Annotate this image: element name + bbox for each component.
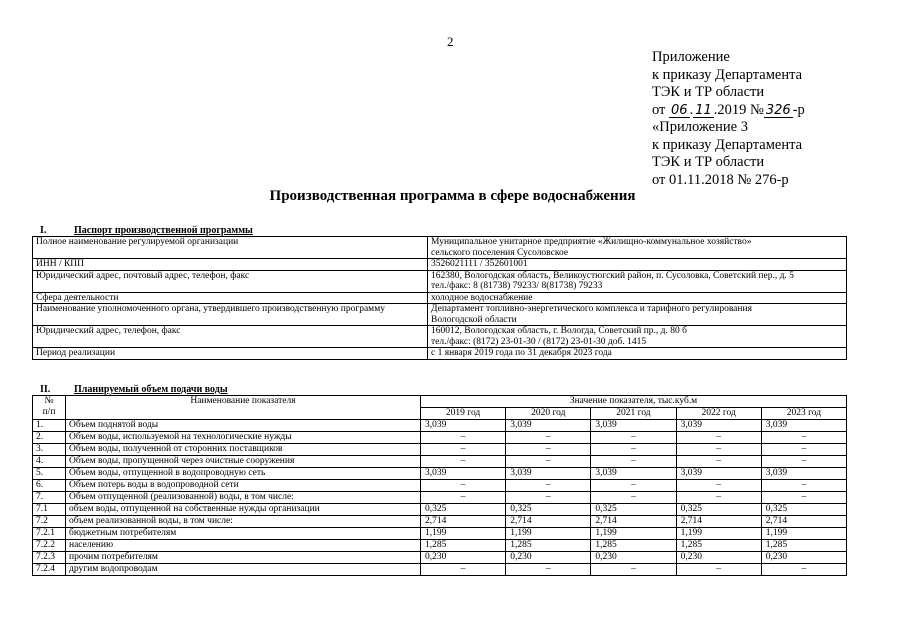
table-row	[33, 564, 847, 576]
row-number: 6.	[33, 480, 66, 492]
row-value: 0,230	[761, 552, 846, 564]
table-row	[33, 504, 847, 516]
row-value: 0,325	[761, 504, 846, 516]
passport-label: Период реализации	[33, 348, 428, 360]
appendix-suffix: -р	[792, 101, 805, 118]
row-name: Объем поднятой воды	[66, 420, 421, 432]
passport-value	[428, 259, 847, 271]
row-value: 1,285	[506, 540, 591, 552]
row-value: –	[506, 492, 591, 504]
row-number: 1.	[33, 420, 66, 432]
row-value: –	[676, 456, 761, 468]
header-year: 2019 год	[421, 408, 506, 420]
row-value: 0,325	[676, 504, 761, 516]
appendix-line: «Приложение 3	[652, 119, 748, 135]
row-value: –	[761, 492, 846, 504]
header-num	[33, 396, 66, 420]
row-value: –	[676, 444, 761, 456]
appendix-line: Приложение	[652, 49, 730, 65]
row-value: 0,230	[591, 552, 676, 564]
row-value: 3,039	[506, 468, 591, 480]
row-value: 1,199	[676, 528, 761, 540]
row-value: –	[676, 432, 761, 444]
row-number: 7.2.2	[33, 540, 66, 552]
row-value: –	[676, 564, 761, 576]
passport-row	[33, 304, 847, 326]
row-name: объем реализованной воды, в том числе:	[66, 516, 421, 528]
row-value: –	[421, 492, 506, 504]
water-volume-table	[32, 395, 847, 576]
row-value: 3,039	[761, 468, 846, 480]
section-heading	[40, 225, 253, 236]
row-value: –	[421, 564, 506, 576]
row-number: 7.2	[33, 516, 66, 528]
passport-value-line: тел./факс: 8 (81738) 79233/ 8(81738) 79233	[431, 281, 603, 291]
passport-label: Сфера деятельности	[33, 292, 428, 304]
table-row	[33, 540, 847, 552]
row-value: 3,039	[761, 420, 846, 432]
row-value: 1,199	[761, 528, 846, 540]
passport-value-line: холодное водоснабжение	[431, 292, 533, 303]
row-value: –	[591, 480, 676, 492]
row-value: –	[591, 564, 676, 576]
appendix-year: .2019 №	[713, 101, 764, 118]
row-value: 3,039	[591, 420, 676, 432]
section-title: Планируемый объем подачи воды	[74, 384, 228, 395]
section-title: Паспорт производственной программы	[74, 225, 253, 236]
row-value: –	[506, 456, 591, 468]
passport-value-line: тел./факс: (8172) 23-01-30 / (8172) 23-01-30 доб. 1415	[431, 336, 647, 347]
row-value: –	[761, 564, 846, 576]
row-value: –	[506, 480, 591, 492]
row-value: 3,039	[421, 420, 506, 432]
handwritten-month: 11	[695, 102, 712, 118]
row-value: 2,714	[676, 516, 761, 528]
passport-value	[428, 326, 847, 348]
section-number: II.	[40, 384, 51, 395]
row-value: –	[591, 492, 676, 504]
passport-row	[33, 292, 847, 304]
header-year: 2022 год	[676, 408, 761, 420]
section-number: I.	[40, 225, 47, 236]
table-row	[33, 420, 847, 432]
appendix-line: ТЭК и ТР области	[652, 154, 765, 170]
passport-value	[428, 348, 847, 360]
page-number: 2	[447, 34, 454, 49]
row-value: –	[421, 480, 506, 492]
row-value: 1,285	[421, 540, 506, 552]
handwritten-order-number: 326	[765, 102, 791, 118]
header-year: 2023 год	[761, 408, 846, 420]
row-value: 1,285	[761, 540, 846, 552]
row-value: –	[591, 444, 676, 456]
row-value: 0,230	[421, 552, 506, 564]
row-value: –	[506, 564, 591, 576]
row-name: Объем отпущенной (реализованной) воды, в том числе:	[66, 492, 421, 504]
row-value: 0,230	[676, 552, 761, 564]
header-year: 2021 год	[591, 408, 676, 420]
row-value: –	[421, 432, 506, 444]
row-value: 1,285	[591, 540, 676, 552]
row-name: Объем воды, используемой на технологические нужды	[66, 432, 421, 444]
row-value: 1,199	[591, 528, 676, 540]
row-name: прочим потребителям	[66, 552, 421, 564]
row-value: 1,199	[421, 528, 506, 540]
passport-row	[33, 259, 847, 271]
row-value: 3,039	[676, 468, 761, 480]
table-row	[33, 528, 847, 540]
row-value: 2,714	[421, 516, 506, 528]
row-value: –	[761, 480, 846, 492]
passport-value-line: Муниципальное унитарное предприятие «Жилищно-коммунальное хозяйство»	[431, 237, 752, 247]
row-value: 0,230	[506, 552, 591, 564]
row-value: –	[506, 444, 591, 456]
passport-table	[32, 236, 847, 360]
header-name: Наименование показателя	[66, 396, 421, 420]
passport-value	[428, 270, 847, 292]
row-number: 3.	[33, 444, 66, 456]
row-value: –	[591, 432, 676, 444]
header-num-sub: п/п	[42, 406, 56, 417]
passport-value-line: с 1 января 2019 года по 31 декабря 2023 года	[431, 348, 612, 358]
passport-value-line: Вологодской области	[431, 314, 517, 325]
passport-label: ИНН / КПП	[33, 259, 428, 271]
date-separator: .	[689, 101, 694, 118]
row-value: 0,325	[506, 504, 591, 516]
passport-value-line: 3526021111 / 352601001	[431, 259, 528, 269]
row-value: –	[676, 492, 761, 504]
passport-value-line: сельского поселения Сусоловское	[431, 247, 569, 258]
row-number: 7.	[33, 492, 66, 504]
row-name: другим водопроводам	[66, 564, 421, 576]
section-heading	[40, 384, 228, 395]
document-title: Производственная программа в сфере водоснабжения	[269, 188, 636, 204]
table-row	[33, 432, 847, 444]
appendix-line: ТЭК и ТР области	[652, 84, 765, 100]
row-value: –	[761, 432, 846, 444]
passport-label: Полное наименование регулируемой организации	[33, 237, 428, 259]
table-row	[33, 480, 847, 492]
passport-label: Наименование уполномоченного органа, утвердившего производственную программу	[33, 304, 428, 326]
passport-value-line: 160012, Вологодская область, г. Вологда, Советский пр., д. 80 б	[431, 326, 687, 336]
row-value: –	[761, 444, 846, 456]
row-name: Объем воды, полученной от сторонних поставщиков	[66, 444, 421, 456]
appendix-block	[652, 49, 805, 189]
passport-value	[428, 292, 847, 304]
row-number: 7.1	[33, 504, 66, 516]
handwritten-day: 06	[671, 102, 688, 118]
row-value: –	[421, 456, 506, 468]
appendix-date-line	[652, 102, 805, 120]
row-value: 1,199	[506, 528, 591, 540]
row-number: 4.	[33, 456, 66, 468]
passport-value-line: 162380, Вологодская область, Великоустюгский район, п. Сусоловка, Советский пер., д. 5	[431, 270, 794, 281]
row-value: –	[591, 456, 676, 468]
row-value: 1,285	[676, 540, 761, 552]
passport-row	[33, 270, 847, 292]
passport-row	[33, 237, 847, 259]
row-name: Объем воды, пропущенной через очистные сооружения	[66, 456, 421, 468]
passport-label: Юридический адрес, почтовый адрес, телефон, факс	[33, 270, 428, 292]
row-value: 3,039	[506, 420, 591, 432]
passport-value	[428, 237, 847, 259]
passport-row	[33, 348, 847, 360]
appendix-line: от 01.11.2018 № 276-р	[652, 171, 789, 188]
row-value: –	[421, 444, 506, 456]
appendix-from: от	[652, 101, 666, 118]
row-value: –	[506, 432, 591, 444]
header-num-label: №	[44, 396, 54, 406]
row-value: 0,325	[591, 504, 676, 516]
row-number: 7.2.1	[33, 528, 66, 540]
table-row	[33, 468, 847, 480]
passport-value	[428, 304, 847, 326]
appendix-line: к приказу Департамента	[652, 136, 803, 153]
header-year: 2020 год	[506, 408, 591, 420]
table-row	[33, 516, 847, 528]
table-row	[33, 492, 847, 504]
row-name: объем воды, отпущенной на собственные нужды организации	[66, 504, 421, 516]
row-value: 3,039	[591, 468, 676, 480]
row-value: 2,714	[506, 516, 591, 528]
header-values: Значение показателя, тыс.куб.м	[421, 396, 847, 408]
passport-label: Юридический адрес, телефон, факс	[33, 326, 428, 348]
table-row	[33, 456, 847, 468]
row-name: Объем потерь воды в водопроводной сети	[66, 480, 421, 492]
passport-value-line: Департамент топливно-энергетического комплекса и тарифного регулирования	[431, 304, 752, 314]
row-value: 2,714	[591, 516, 676, 528]
row-value: 3,039	[676, 420, 761, 432]
table-row	[33, 444, 847, 456]
row-value: –	[676, 480, 761, 492]
row-number: 5.	[33, 468, 66, 480]
row-number: 7.2.3	[33, 552, 66, 564]
row-name: населению	[66, 540, 421, 552]
row-name: Объем воды, отпущенной в водопроводную сеть	[66, 468, 421, 480]
row-value: 3,039	[421, 468, 506, 480]
row-value: 2,714	[761, 516, 846, 528]
row-value: 0,325	[421, 504, 506, 516]
row-value: –	[761, 456, 846, 468]
row-name: бюджетным потребителям	[66, 528, 421, 540]
table-row	[33, 552, 847, 564]
row-number: 7.2.4	[33, 564, 66, 576]
row-number: 2.	[33, 432, 66, 444]
appendix-line: к приказу Департамента	[652, 66, 803, 83]
passport-row	[33, 326, 847, 348]
